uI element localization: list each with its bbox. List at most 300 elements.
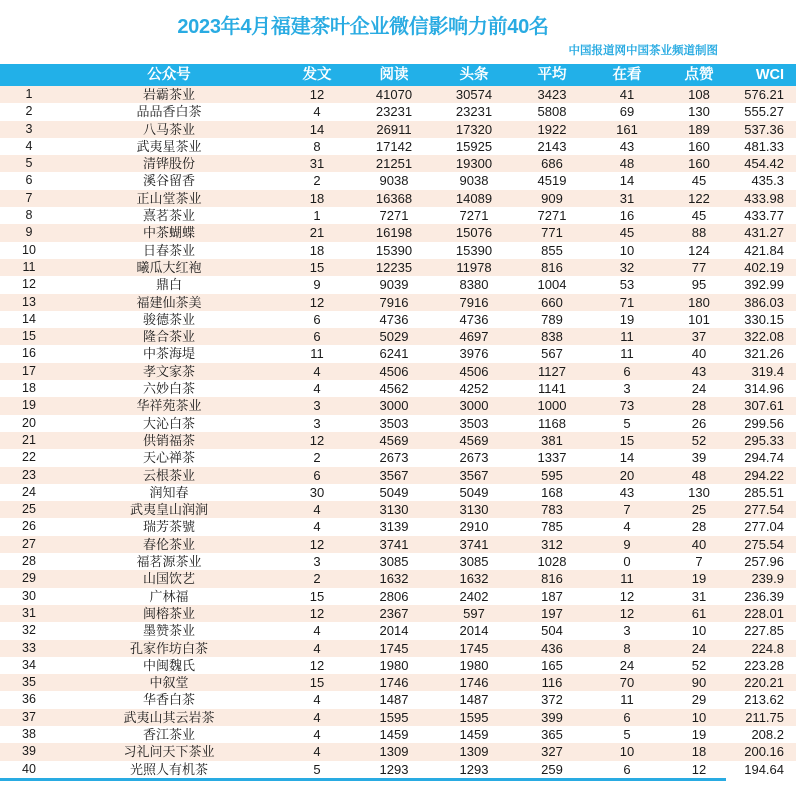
cell-account-name: 武夷星茶业: [58, 138, 280, 155]
table-row[interactable]: [0, 501, 796, 518]
cell-account-name: 武夷皇山润涧: [58, 501, 280, 518]
cell-average: 909: [514, 190, 590, 207]
cell-account-name: 福建仙茶美: [58, 294, 280, 311]
cell-headline: 15076: [434, 224, 514, 241]
cell-account-name: 福茗源茶业: [58, 553, 280, 570]
cell-reads: 1293: [354, 761, 434, 778]
cell-headline: 15925: [434, 138, 514, 155]
cell-watching: 48: [590, 155, 664, 172]
cell-watching: 3: [590, 622, 664, 639]
cell-posts: 21: [280, 224, 354, 241]
cell-average: 686: [514, 155, 590, 172]
cell-rank: 8: [0, 207, 58, 224]
cell-account-name: 孔家作坊白茶: [58, 640, 280, 657]
cell-posts: 5: [280, 761, 354, 778]
cell-wci: 257.96: [734, 553, 796, 570]
cell-watching: 12: [590, 605, 664, 622]
column-header-wci[interactable]: WCI: [734, 64, 796, 86]
table-row[interactable]: [0, 207, 796, 224]
cell-wci: 435.3: [734, 172, 796, 189]
cell-headline: 2673: [434, 449, 514, 466]
cell-average: 197: [514, 605, 590, 622]
table-row[interactable]: [0, 294, 796, 311]
table-row[interactable]: [0, 397, 796, 414]
cell-reads: 26911: [354, 121, 434, 138]
cell-account-name: 瑞芳茶號: [58, 518, 280, 535]
cell-rank: 33: [0, 640, 58, 657]
page-title: 2023年4月福建茶叶企业微信影响力前40名: [177, 16, 549, 38]
cell-average: 816: [514, 570, 590, 587]
cell-reads: 3085: [354, 553, 434, 570]
cell-reads: 1746: [354, 674, 434, 691]
table-row[interactable]: [0, 674, 796, 691]
cell-average: 381: [514, 432, 590, 449]
cell-wci: 307.61: [734, 397, 796, 414]
cell-average: 3423: [514, 86, 590, 103]
column-header-posts[interactable]: 发文: [280, 64, 354, 86]
cell-likes: 19: [664, 726, 734, 743]
cell-rank: 3: [0, 121, 58, 138]
cell-wci: 537.36: [734, 121, 796, 138]
cell-reads: 23231: [354, 103, 434, 120]
cell-rank: 17: [0, 363, 58, 380]
cell-headline: 5049: [434, 484, 514, 501]
cell-wci: 194.64: [734, 761, 796, 778]
cell-wci: 433.77: [734, 207, 796, 224]
cell-posts: 4: [280, 640, 354, 657]
cell-watching: 10: [590, 242, 664, 259]
table-row[interactable]: [0, 449, 796, 466]
cell-posts: 30: [280, 484, 354, 501]
table-row[interactable]: [0, 657, 796, 674]
table-row[interactable]: [0, 536, 796, 553]
cell-headline: 1632: [434, 570, 514, 587]
cell-watching: 14: [590, 449, 664, 466]
cell-headline: 1746: [434, 674, 514, 691]
column-header-watching[interactable]: 在看: [590, 64, 664, 86]
cell-likes: 101: [664, 311, 734, 328]
cell-watching: 5: [590, 415, 664, 432]
cell-rank: 27: [0, 536, 58, 553]
cell-headline: 3567: [434, 467, 514, 484]
cell-rank: 10: [0, 242, 58, 259]
cell-average: 168: [514, 484, 590, 501]
cell-rank: 29: [0, 570, 58, 587]
cell-average: 1141: [514, 380, 590, 397]
cell-likes: 7: [664, 553, 734, 570]
cell-reads: 3000: [354, 397, 434, 414]
cell-account-name: 隆合茶业: [58, 328, 280, 345]
cell-watching: 11: [590, 345, 664, 362]
cell-likes: 45: [664, 172, 734, 189]
cell-reads: 4569: [354, 432, 434, 449]
cell-account-name: 润知春: [58, 484, 280, 501]
cell-wci: 299.56: [734, 415, 796, 432]
table-row[interactable]: [0, 553, 796, 570]
cell-reads: 4506: [354, 363, 434, 380]
cell-wci: 239.9: [734, 570, 796, 587]
cell-watching: 16: [590, 207, 664, 224]
table-row[interactable]: [0, 605, 796, 622]
cell-posts: 3: [280, 553, 354, 570]
bottom-rule-divider: [0, 778, 726, 781]
cell-likes: 124: [664, 242, 734, 259]
cell-posts: 4: [280, 726, 354, 743]
cell-rank: 30: [0, 588, 58, 605]
cell-account-name: 墨赞茶业: [58, 622, 280, 639]
cell-account-name: 溪谷留香: [58, 172, 280, 189]
cell-watching: 0: [590, 553, 664, 570]
cell-reads: 9038: [354, 172, 434, 189]
cell-average: 1028: [514, 553, 590, 570]
cell-average: 816: [514, 259, 590, 276]
cell-watching: 8: [590, 640, 664, 657]
cell-average: 660: [514, 294, 590, 311]
cell-wci: 431.27: [734, 224, 796, 241]
cell-wci: 294.22: [734, 467, 796, 484]
cell-wci: 454.42: [734, 155, 796, 172]
cell-account-name: 供销福茶: [58, 432, 280, 449]
cell-wci: 322.08: [734, 328, 796, 345]
cell-average: 5808: [514, 103, 590, 120]
cell-account-name: 武夷山其云岩茶: [58, 709, 280, 726]
cell-wci: 319.4: [734, 363, 796, 380]
cell-reads: 9039: [354, 276, 434, 293]
cell-rank: 18: [0, 380, 58, 397]
cell-posts: 15: [280, 588, 354, 605]
cell-likes: 108: [664, 86, 734, 103]
table-row[interactable]: [0, 345, 796, 362]
cell-rank: 16: [0, 345, 58, 362]
cell-watching: 41: [590, 86, 664, 103]
cell-headline: 1293: [434, 761, 514, 778]
table-row[interactable]: [0, 155, 796, 172]
cell-average: 783: [514, 501, 590, 518]
cell-posts: 4: [280, 501, 354, 518]
cell-likes: 43: [664, 363, 734, 380]
cell-headline: 8380: [434, 276, 514, 293]
table-header-row: [0, 64, 796, 86]
cell-average: 838: [514, 328, 590, 345]
table-row[interactable]: [0, 242, 796, 259]
cell-headline: 1595: [434, 709, 514, 726]
table-row[interactable]: [0, 570, 796, 587]
table-row[interactable]: [0, 709, 796, 726]
cell-reads: 3139: [354, 518, 434, 535]
cell-account-name: 闽榕茶业: [58, 605, 280, 622]
cell-watching: 32: [590, 259, 664, 276]
cell-headline: 4252: [434, 380, 514, 397]
table-row[interactable]: [0, 622, 796, 639]
cell-headline: 597: [434, 605, 514, 622]
cell-rank: 25: [0, 501, 58, 518]
table-row[interactable]: [0, 518, 796, 535]
cell-wci: 295.33: [734, 432, 796, 449]
cell-wci: 314.96: [734, 380, 796, 397]
cell-watching: 70: [590, 674, 664, 691]
cell-watching: 53: [590, 276, 664, 293]
cell-watching: 6: [590, 709, 664, 726]
table-header: [0, 64, 796, 86]
cell-headline: 1459: [434, 726, 514, 743]
cell-likes: 52: [664, 432, 734, 449]
cell-account-name: 中茶蝴蝶: [58, 224, 280, 241]
cell-rank: 31: [0, 605, 58, 622]
cell-likes: 189: [664, 121, 734, 138]
cell-likes: 61: [664, 605, 734, 622]
table-row[interactable]: [0, 380, 796, 397]
table-row[interactable]: [0, 276, 796, 293]
cell-likes: 40: [664, 345, 734, 362]
cell-posts: 8: [280, 138, 354, 155]
cell-headline: 3976: [434, 345, 514, 362]
cell-headline: 7916: [434, 294, 514, 311]
cell-posts: 4: [280, 103, 354, 120]
cell-average: 1168: [514, 415, 590, 432]
cell-reads: 5049: [354, 484, 434, 501]
cell-posts: 12: [280, 294, 354, 311]
cell-account-name: 香江茶业: [58, 726, 280, 743]
cell-headline: 14089: [434, 190, 514, 207]
column-header-rank[interactable]: [0, 64, 58, 86]
cell-watching: 73: [590, 397, 664, 414]
cell-likes: 130: [664, 103, 734, 120]
cell-account-name: 八马茶业: [58, 121, 280, 138]
cell-posts: 12: [280, 536, 354, 553]
cell-reads: 1980: [354, 657, 434, 674]
table-row[interactable]: [0, 726, 796, 743]
cell-rank: 40: [0, 761, 58, 778]
cell-likes: 160: [664, 138, 734, 155]
cell-watching: 11: [590, 570, 664, 587]
cell-average: 567: [514, 345, 590, 362]
cell-posts: 15: [280, 674, 354, 691]
table-row[interactable]: [0, 224, 796, 241]
cell-headline: 30574: [434, 86, 514, 103]
cell-likes: 52: [664, 657, 734, 674]
cell-wci: 275.54: [734, 536, 796, 553]
cell-headline: 4697: [434, 328, 514, 345]
cell-reads: 16368: [354, 190, 434, 207]
cell-reads: 3567: [354, 467, 434, 484]
cell-wci: 294.74: [734, 449, 796, 466]
table-row[interactable]: [0, 415, 796, 432]
cell-watching: 43: [590, 484, 664, 501]
cell-reads: 4562: [354, 380, 434, 397]
cell-reads: 1459: [354, 726, 434, 743]
table-row[interactable]: [0, 761, 796, 778]
cell-posts: 4: [280, 691, 354, 708]
cell-rank: 7: [0, 190, 58, 207]
cell-wci: 392.99: [734, 276, 796, 293]
cell-reads: 21251: [354, 155, 434, 172]
cell-posts: 1: [280, 207, 354, 224]
cell-posts: 15: [280, 259, 354, 276]
table-row[interactable]: [0, 190, 796, 207]
cell-watching: 3: [590, 380, 664, 397]
cell-watching: 43: [590, 138, 664, 155]
cell-wci: 236.39: [734, 588, 796, 605]
cell-likes: 31: [664, 588, 734, 605]
cell-wci: 277.54: [734, 501, 796, 518]
cell-likes: 26: [664, 415, 734, 432]
table-row[interactable]: [0, 138, 796, 155]
cell-account-name: 孝文家茶: [58, 363, 280, 380]
cell-headline: 2910: [434, 518, 514, 535]
cell-rank: 12: [0, 276, 58, 293]
cell-posts: 6: [280, 311, 354, 328]
table-row[interactable]: [0, 432, 796, 449]
cell-rank: 14: [0, 311, 58, 328]
cell-account-name: 中叙堂: [58, 674, 280, 691]
cell-account-name: 山国饮艺: [58, 570, 280, 587]
cell-posts: 2: [280, 449, 354, 466]
cell-likes: 19: [664, 570, 734, 587]
cell-account-name: 华香白茶: [58, 691, 280, 708]
cell-rank: 4: [0, 138, 58, 155]
cell-headline: 3741: [434, 536, 514, 553]
cell-reads: 1632: [354, 570, 434, 587]
table-row[interactable]: [0, 640, 796, 657]
cell-wci: 213.62: [734, 691, 796, 708]
cell-likes: 130: [664, 484, 734, 501]
table-row[interactable]: [0, 743, 796, 760]
cell-watching: 6: [590, 363, 664, 380]
cell-average: 4519: [514, 172, 590, 189]
table-row[interactable]: [0, 467, 796, 484]
cell-posts: 6: [280, 467, 354, 484]
table-row[interactable]: [0, 588, 796, 605]
cell-average: 259: [514, 761, 590, 778]
cell-rank: 20: [0, 415, 58, 432]
column-header-headline[interactable]: 头条: [434, 64, 514, 86]
cell-posts: 2: [280, 570, 354, 587]
cell-likes: 45: [664, 207, 734, 224]
cell-rank: 35: [0, 674, 58, 691]
cell-reads: 7271: [354, 207, 434, 224]
cell-reads: 1595: [354, 709, 434, 726]
cell-reads: 16198: [354, 224, 434, 241]
table-row[interactable]: [0, 259, 796, 276]
cell-rank: 23: [0, 467, 58, 484]
cell-rank: 5: [0, 155, 58, 172]
cell-reads: 2367: [354, 605, 434, 622]
ranking-table: [0, 64, 796, 778]
cell-wci: 227.85: [734, 622, 796, 639]
table-row[interactable]: [0, 691, 796, 708]
cell-likes: 90: [664, 674, 734, 691]
cell-average: 1000: [514, 397, 590, 414]
cell-account-name: 中闽魏氏: [58, 657, 280, 674]
chart-credit-subtitle: 中国报道网中国茶业频道制图: [568, 45, 718, 57]
cell-posts: 18: [280, 242, 354, 259]
cell-average: 7271: [514, 207, 590, 224]
cell-wci: 211.75: [734, 709, 796, 726]
cell-average: 785: [514, 518, 590, 535]
title-area: [0, 0, 726, 59]
cell-watching: 69: [590, 103, 664, 120]
cell-posts: 4: [280, 518, 354, 535]
cell-wci: 330.15: [734, 311, 796, 328]
cell-posts: 6: [280, 328, 354, 345]
table-row[interactable]: [0, 328, 796, 345]
cell-average: 1004: [514, 276, 590, 293]
cell-likes: 122: [664, 190, 734, 207]
cell-rank: 34: [0, 657, 58, 674]
cell-watching: 14: [590, 172, 664, 189]
column-header-likes[interactable]: 点赞: [664, 64, 734, 86]
cell-headline: 4506: [434, 363, 514, 380]
cell-account-name: 正山堂茶业: [58, 190, 280, 207]
cell-account-name: 习礼问天下茶业: [58, 743, 280, 760]
cell-account-name: 日春茶业: [58, 242, 280, 259]
table-row[interactable]: [0, 86, 796, 103]
cell-wci: 555.27: [734, 103, 796, 120]
cell-posts: 4: [280, 380, 354, 397]
cell-account-name: 大沁白茶: [58, 415, 280, 432]
cell-rank: 37: [0, 709, 58, 726]
cell-rank: 13: [0, 294, 58, 311]
cell-reads: 15390: [354, 242, 434, 259]
column-header-average[interactable]: 平均: [514, 64, 590, 86]
cell-reads: 1487: [354, 691, 434, 708]
cell-watching: 15: [590, 432, 664, 449]
table-row[interactable]: [0, 363, 796, 380]
cell-watching: 161: [590, 121, 664, 138]
cell-watching: 24: [590, 657, 664, 674]
cell-reads: 2806: [354, 588, 434, 605]
column-header-account[interactable]: 公众号: [58, 64, 280, 86]
cell-posts: 12: [280, 86, 354, 103]
cell-headline: 7271: [434, 207, 514, 224]
cell-headline: 4569: [434, 432, 514, 449]
cell-account-name: 华祥苑茶业: [58, 397, 280, 414]
cell-wci: 321.26: [734, 345, 796, 362]
cell-account-name: 清铧股份: [58, 155, 280, 172]
cell-account-name: 骏德茶业: [58, 311, 280, 328]
cell-average: 327: [514, 743, 590, 760]
cell-account-name: 六妙白茶: [58, 380, 280, 397]
column-header-reads[interactable]: 阅读: [354, 64, 434, 86]
table-row[interactable]: [0, 172, 796, 189]
cell-watching: 31: [590, 190, 664, 207]
table-row[interactable]: [0, 121, 796, 138]
cell-posts: 4: [280, 622, 354, 639]
cell-account-name: 鼎白: [58, 276, 280, 293]
cell-wci: 223.28: [734, 657, 796, 674]
table-row[interactable]: [0, 484, 796, 501]
cell-average: 595: [514, 467, 590, 484]
cell-likes: 24: [664, 380, 734, 397]
cell-account-name: 云根茶业: [58, 467, 280, 484]
cell-posts: 2: [280, 172, 354, 189]
cell-rank: 9: [0, 224, 58, 241]
cell-rank: 36: [0, 691, 58, 708]
cell-posts: 3: [280, 415, 354, 432]
cell-rank: 38: [0, 726, 58, 743]
cell-headline: 1309: [434, 743, 514, 760]
table-row[interactable]: [0, 311, 796, 328]
cell-watching: 7: [590, 501, 664, 518]
cell-posts: 12: [280, 605, 354, 622]
cell-account-name: 天心禅茶: [58, 449, 280, 466]
cell-likes: 28: [664, 397, 734, 414]
cell-posts: 12: [280, 657, 354, 674]
cell-likes: 24: [664, 640, 734, 657]
cell-posts: 4: [280, 743, 354, 760]
table-row[interactable]: [0, 103, 796, 120]
cell-average: 1127: [514, 363, 590, 380]
